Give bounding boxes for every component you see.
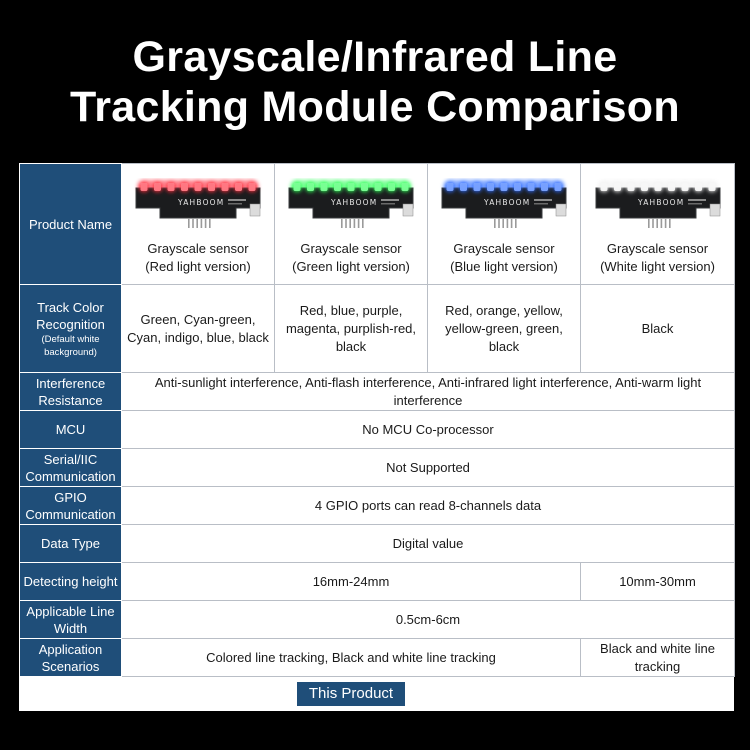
- product-name: Grayscale sensor: [606, 241, 709, 256]
- led-light: [166, 182, 176, 192]
- title-line-2: Tracking Module Comparison: [70, 83, 680, 131]
- row-interference: [20, 373, 735, 411]
- led-light: [193, 182, 203, 192]
- brand-logo-text: YAHBOOM: [484, 198, 531, 207]
- led-light: [486, 182, 496, 192]
- label-data-type: Data Type: [20, 525, 122, 563]
- led-light: [693, 182, 703, 192]
- product-variant: (Blue light version): [450, 259, 558, 274]
- row-scenarios: [20, 639, 735, 677]
- title-line-1: Grayscale/Infrared Line: [132, 33, 618, 81]
- sensor-green-image: [285, 178, 417, 236]
- product-cell-white: [581, 164, 735, 285]
- detecting-height-value-white: 10mm-30mm: [581, 563, 735, 601]
- row-data-type: [20, 525, 735, 563]
- product-variant: (Red light version): [145, 259, 251, 274]
- track-color-white: Black: [581, 285, 735, 373]
- label-detecting-height: Detecting height: [20, 563, 122, 601]
- led-light: [499, 182, 509, 192]
- led-light: [612, 182, 622, 192]
- led-light: [387, 182, 397, 192]
- product-name: Grayscale sensor: [453, 241, 555, 256]
- bottom-spacer: [581, 677, 735, 711]
- led-light: [180, 182, 190, 192]
- serial-value: Not Supported: [122, 449, 735, 487]
- label-line-width: Applicable Line Width: [20, 601, 122, 639]
- comparison-table-wrapper: [19, 163, 734, 711]
- label-track-color-note: (Default white background): [41, 333, 100, 358]
- brand-logo-text: YAHBOOM: [331, 198, 378, 207]
- track-color-red: Green, Cyan-green, Cyan, indigo, blue, black: [122, 285, 275, 373]
- label-product-name: Product Name: [20, 164, 122, 285]
- gpio-value: 4 GPIO ports can read 8-channels data: [122, 487, 735, 525]
- led-light: [360, 182, 370, 192]
- comparison-table: [19, 163, 735, 711]
- product-name: Grayscale sensor: [147, 241, 249, 256]
- row-detecting-height: [20, 563, 735, 601]
- led-light: [639, 182, 649, 192]
- mcu-value: No MCU Co-processor: [122, 411, 735, 449]
- led-light: [666, 182, 676, 192]
- track-color-green: Red, blue, purple, magenta, purplish-red, black: [275, 285, 428, 373]
- label-gpio: GPIO Communication: [20, 487, 122, 525]
- this-product-badge: This Product: [297, 682, 405, 706]
- product-variant: (White light version): [600, 259, 715, 274]
- led-light: [346, 182, 356, 192]
- led-light: [707, 182, 717, 192]
- scenarios-value-white: Black and white line tracking: [581, 639, 735, 677]
- sensor-white-image: [592, 178, 724, 236]
- led-light: [306, 182, 316, 192]
- led-light: [292, 182, 302, 192]
- line-width-value: 0.5cm-6cm: [122, 601, 735, 639]
- led-light: [526, 182, 536, 192]
- led-light: [207, 182, 217, 192]
- sensor-blue-image: [438, 178, 570, 236]
- product-variant: (Green light version): [292, 259, 410, 274]
- row-gpio: [20, 487, 735, 525]
- led-light: [153, 182, 163, 192]
- led-light: [553, 182, 563, 192]
- label-track-color-line1: Track Color: [37, 299, 104, 315]
- led-light: [319, 182, 329, 192]
- product-cell-green: [275, 164, 428, 285]
- label-track-color-line2: Recognition: [36, 316, 105, 332]
- row-this-product: [20, 677, 735, 711]
- led-light: [333, 182, 343, 192]
- interference-value: Anti-sunlight interference, Anti-flash interference, Anti-infrared light interference, Anti-warm light interference: [122, 373, 735, 411]
- led-light: [513, 182, 523, 192]
- this-product-cell: [122, 677, 581, 711]
- led-light: [400, 182, 410, 192]
- row-mcu: [20, 411, 735, 449]
- led-light: [653, 182, 663, 192]
- page-title: [0, 32, 750, 132]
- scenarios-value: Colored line tracking, Black and white line tracking: [122, 639, 581, 677]
- label-serial: Serial/IIC Communication: [20, 449, 122, 487]
- row-product-name: [20, 164, 735, 285]
- detecting-height-value: 16mm-24mm: [122, 563, 581, 601]
- label-interference: Interference Resistance: [20, 373, 122, 411]
- row-line-width: [20, 601, 735, 639]
- led-light: [459, 182, 469, 192]
- sensor-red-image: [132, 178, 264, 236]
- led-light: [540, 182, 550, 192]
- label-scenarios: Application Scenarios: [20, 639, 122, 677]
- led-light: [234, 182, 244, 192]
- brand-logo-text: YAHBOOM: [178, 198, 225, 207]
- label-mcu: MCU: [20, 411, 122, 449]
- led-light: [626, 182, 636, 192]
- brand-logo-text: YAHBOOM: [637, 198, 684, 207]
- bottom-spacer: [20, 677, 122, 711]
- led-light: [472, 182, 482, 192]
- product-name: Grayscale sensor: [300, 241, 402, 256]
- led-light: [680, 182, 690, 192]
- led-light: [139, 182, 149, 192]
- led-light: [220, 182, 230, 192]
- led-light: [373, 182, 383, 192]
- label-track-color: [20, 285, 122, 373]
- row-track-color: [20, 285, 735, 373]
- product-cell-blue: [428, 164, 581, 285]
- row-serial: [20, 449, 735, 487]
- track-color-blue: Red, orange, yellow, yellow-green, green, black: [428, 285, 581, 373]
- led-light: [247, 182, 257, 192]
- product-cell-red: [122, 164, 275, 285]
- data-type-value: Digital value: [122, 525, 735, 563]
- led-light: [599, 182, 609, 192]
- led-light: [445, 182, 455, 192]
